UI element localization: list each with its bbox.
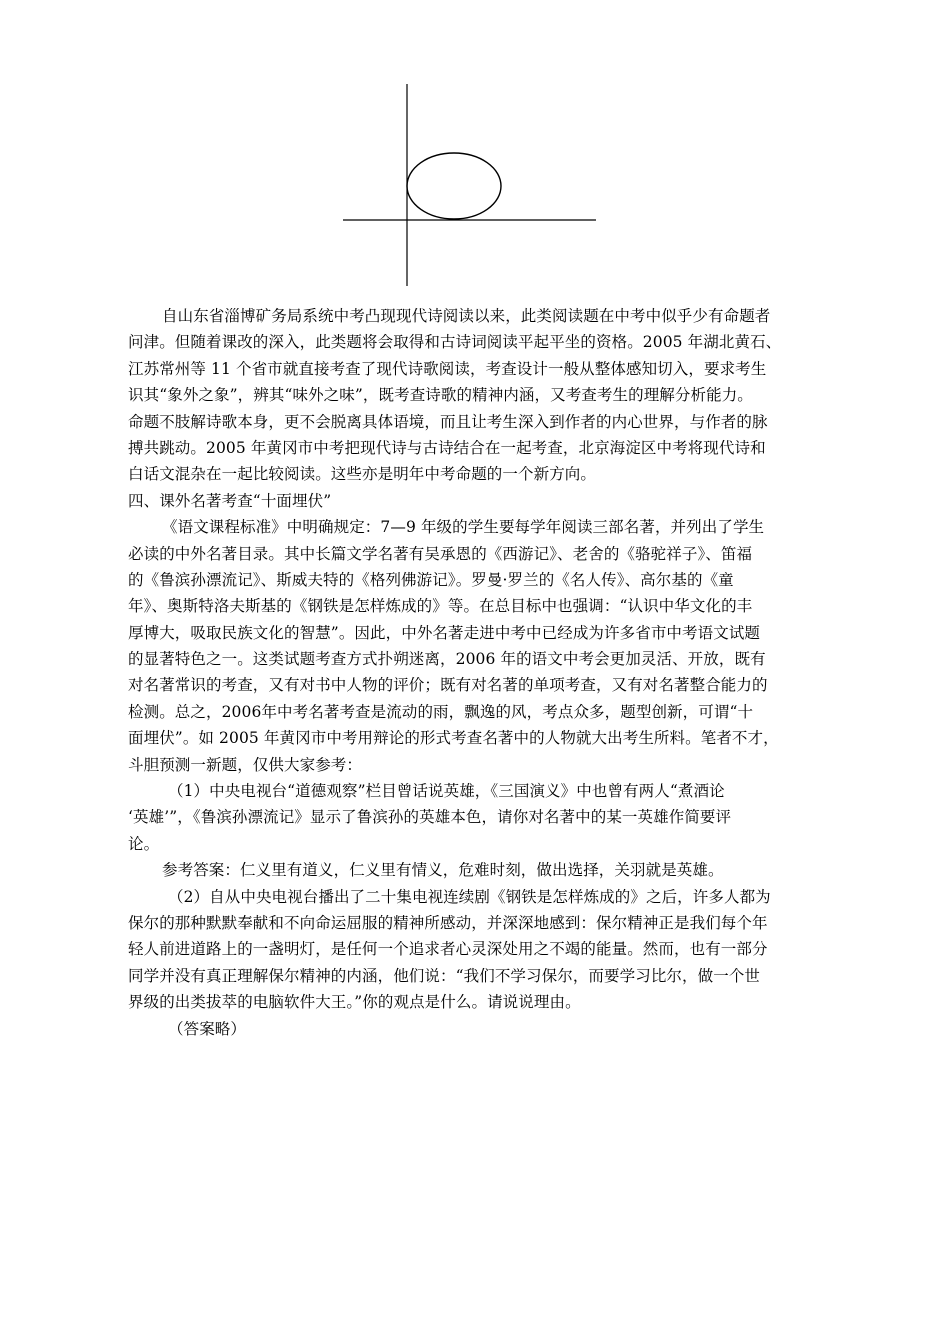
text-line: 必读的中外名著目录。其中长篇文学名著有吴承恩的《西游记》、老舍的《骆驼祥子》、笛福 [128, 544, 753, 563]
text-line: （1）中央电视台“道德观察”栏目曾话说英雄，《三国演义》中也曾有两人“煮酒论 [168, 782, 725, 801]
text-line: 斗胆预测一新题，仅供大家参考： [128, 755, 363, 774]
text-line: 年》、奥斯特洛夫斯基的《钢铁是怎样炼成的》等。在总目标中也强调：“认识中华文化的丰 [128, 597, 753, 616]
text-line: 搏共跳动。2005 年黄冈市中考把现代诗与古诗结合在一起考查，北京海淀区中考将现代诗和 [128, 438, 766, 457]
text-line: 检测。总之，2006年中考名著考查是流动的雨，飘逸的风，考点众多，题型创新，可谓“十 [128, 702, 754, 721]
paragraph-classics [128, 514, 828, 778]
heading-text: 四、课外名著考查“十面埋伏” [128, 491, 332, 510]
text-line: 界级的出类拔萃的电脑软件大王。”你的观点是什么。请说说理由。 [128, 993, 581, 1012]
text-line: （答案略） [168, 1019, 247, 1038]
text-line: 同学并没有真正理解保尔精神的内涵，他们说：“我们不学习保尔，而要学习比尔，做一个世 [128, 966, 761, 985]
text-line: 《语文课程标准》中明确规定：7—9 年级的学生要每学年阅读三部名著，并列出了学生 [162, 518, 765, 537]
text-line: 面埋伏”。如 2005 年黄冈市中考用辩论的形式考查名著中的人物就大出考生所料。笔者不才， [128, 729, 779, 748]
text-line: ‘英雄’”，《鲁滨孙漂流记》显示了鲁滨孙的英雄本色，请你对名著中的某一英雄作简要评 [128, 808, 732, 827]
text-line: 问津。但随着课改的深入，此类题将会取得和古诗词阅读平起平坐的资格。2005 年湖北黄石、 [128, 333, 782, 352]
text-line: 保尔的那种默默奉献和不向命运屈服的精神所感动，并深深地感到：保尔精神正是我们每个年 [128, 913, 768, 932]
text-line: 厚博大，吸取民族文化的智慧”。因此，中外名著走进中考中已经成为许多省市中考语文试题 [128, 623, 761, 642]
paragraph-poetry-reading [128, 303, 828, 488]
answer-omitted [128, 1016, 828, 1042]
question-2 [128, 884, 828, 1016]
text-line: 轻人前进道路上的一盏明灯，是任何一个追求者心灵深处用之不竭的能量。然而，也有一部分 [128, 940, 768, 959]
text-line: 的《鲁滨孙漂流记》、斯威夫特的《格列佛游记》。罗曼·罗兰的《名人传》、高尔基的《童 [128, 570, 734, 589]
text-line: 江苏常州等 11 个省市就直接考查了现代诗歌阅读，考查设计一般从整体感知切入，要求考生 [128, 359, 767, 378]
text-line: 白话文混杂在一起比较阅读。这些亦是明年中考命题的一个新方向。 [128, 465, 597, 484]
axes-with-ellipse-diagram [330, 80, 610, 292]
text-line: 识其“象外之象”，辨其“味外之味”，既考查诗歌的精神内涵，又考查考生的理解分析能力。 [128, 386, 753, 405]
section-heading [128, 488, 828, 514]
reference-answer [128, 857, 828, 883]
question-1 [128, 778, 828, 857]
text-line: 的显著特色之一。这类试题考查方式扑朔迷离，2006 年的语文中考会更加灵活、开放，既有 [128, 650, 766, 669]
text-line: 对名著常识的考查，又有对书中人物的评价；既有对名著的单项考查，又有对名著整合能力的 [128, 676, 768, 695]
text-line: 命题不肢解诗歌本身，更不会脱离具体语境，而且让考生深入到作者的内心世界，与作者的脉 [128, 412, 768, 431]
text-line: 参考答案：仁义里有道义，仁义里有情义，危难时刻，做出选择，关羽就是英雄。 [162, 861, 724, 880]
document-body [128, 303, 828, 1042]
ellipse-shape [407, 153, 501, 219]
text-line: 论。 [128, 834, 160, 853]
text-line: 自山东省淄博矿务局系统中考凸现现代诗阅读以来，此类阅读题在中考中似乎少有命题者 [162, 307, 771, 325]
text-line: （2）自从中央电视台播出了二十集电视连续剧《钢铁是怎样炼成的》之后，许多人都为 [168, 887, 771, 906]
